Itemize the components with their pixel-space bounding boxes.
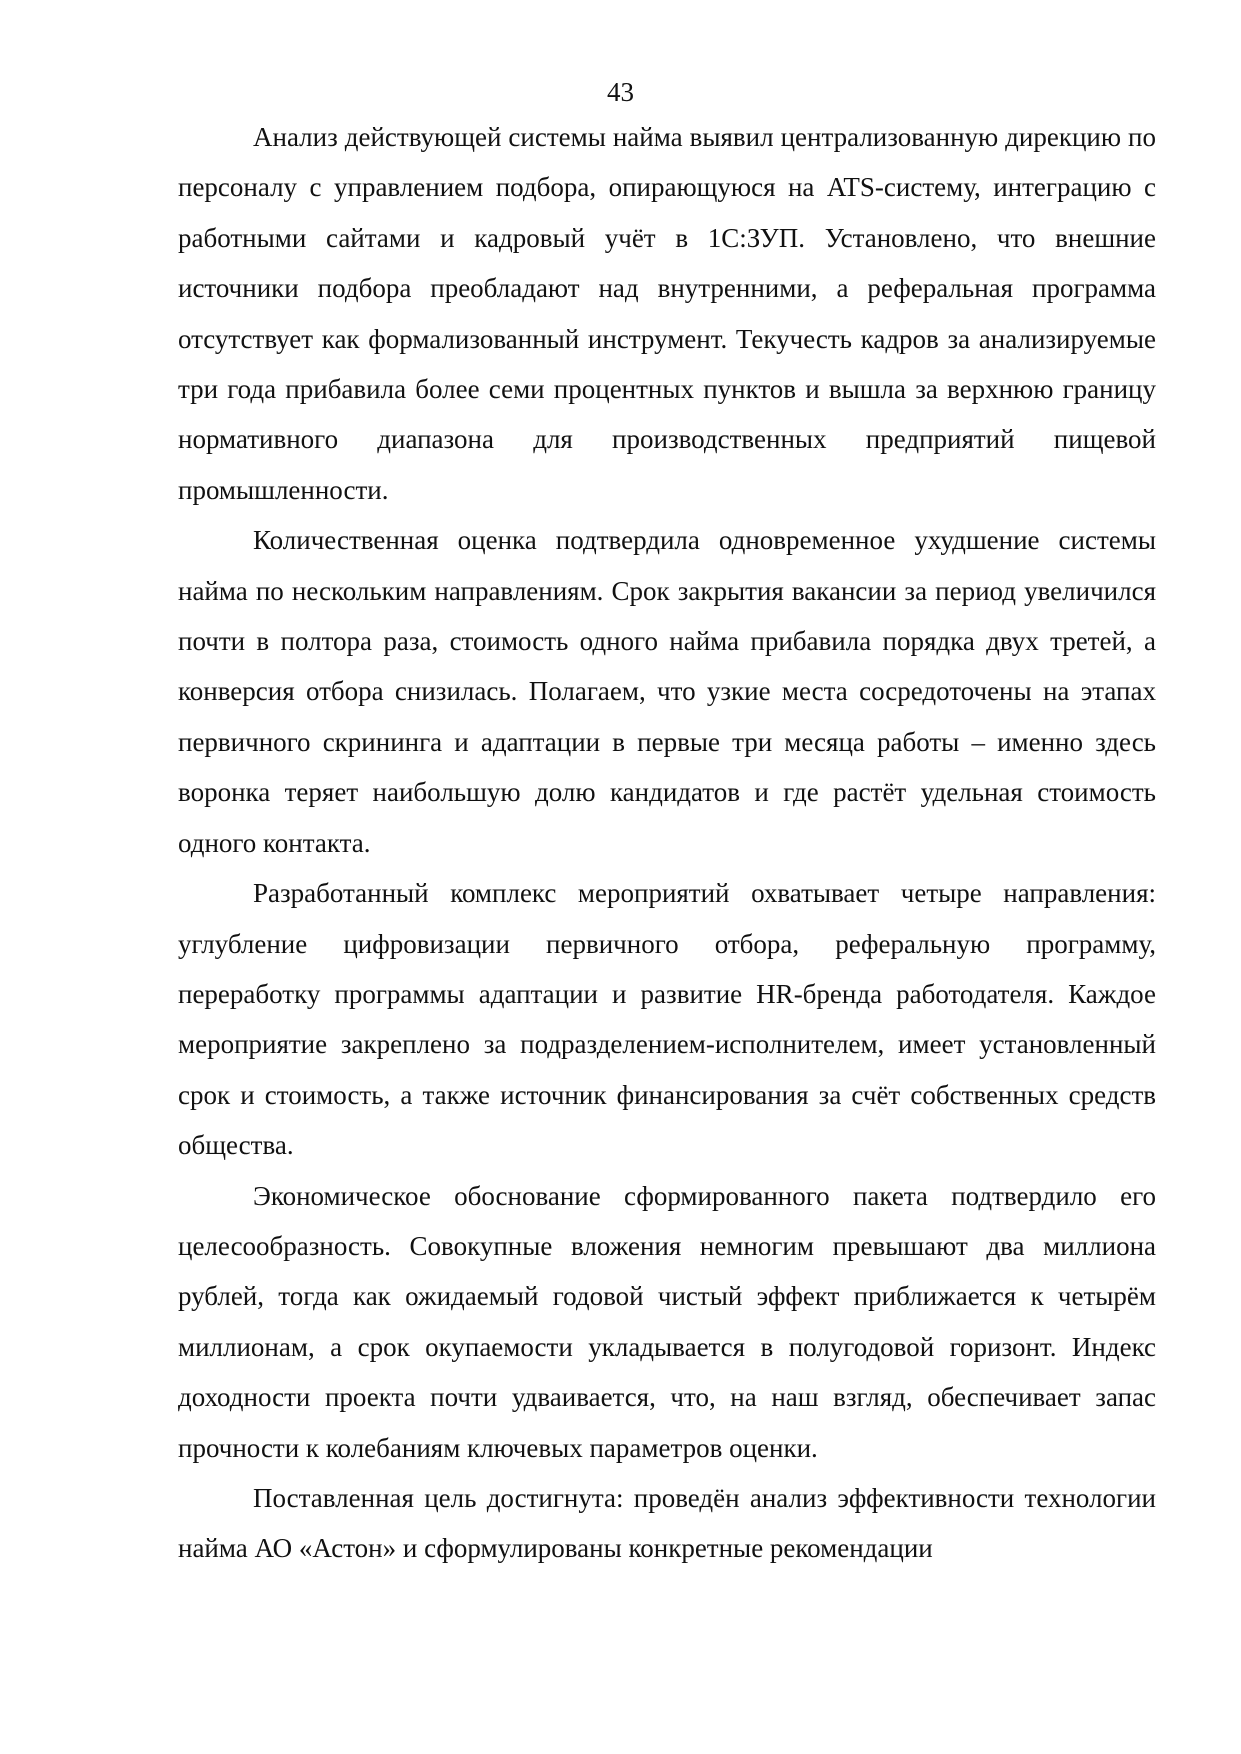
paragraph-economic-justification: Экономическое обоснование сформированного пакета подтвердило его целесообразность. Совокупные вложения немногим превышают два миллиона рублей, тогда как ожидаемый годовой чистый эффект приближается к четырём миллионам, а срок окупаемости укладывается в полугодовой горизонт. Индекс доходности проекта почти удваивается, что, на наш взгляд, обеспечивает запас прочности к колебаниям ключевых параметров оценки. [178,1180,1156,1463]
page-number: 43 [607,77,634,107]
paragraph-goal-achieved: Поставленная цель достигнута: проведён анализ эффективности технологии найма АО «Астон» и сформулированы конкретные рекомендации [178,1482,1156,1564]
body-text [178,112,1156,1574]
paragraph-hiring-system-analysis: Анализ действующей системы найма выявил централизованную дирекцию по персоналу с управлением подбора, опирающуюся на ATS-систему, интеграцию с работными сайтами и кадровый учёт в 1С:ЗУП. Установлено, что внешние источники подбора преобладают над внутренними, а реферальная программа отсутствует как формализованный инструмент. Текучесть кадров за анализируемые три года прибавила более семи процентных пунктов и вышла за верхнюю границу нормативного диапазона для производственных предприятий пищевой промышленности. [178,122,1156,505]
paragraph-quantitative-assessment: Количественная оценка подтвердила одновременное ухудшение системы найма по нескольким направлениям. Срок закрытия вакансии за период увеличился почти в полтора раза, стоимость одного найма прибавила порядка двух третей, а конверсия отбора снизилась. Полагаем, что узкие места сосредоточены на этапах первичного скрининга и адаптации в первые три месяца работы – именно здесь воронка теряет наибольшую долю кандидатов и где растёт удельная стоимость одного контакта. [178,525,1156,858]
paragraph-measures-complex: Разработанный комплекс мероприятий охватывает четыре направления: углубление цифровизации первичного отбора, реферальную программу, переработку программы адаптации и развитие HR-бренда работодателя. Каждое мероприятие закреплено за подразделением-исполнителем, имеет установленный срок и стоимость, а также источник финансирования за счёт собственных средств общества. [178,878,1156,1161]
